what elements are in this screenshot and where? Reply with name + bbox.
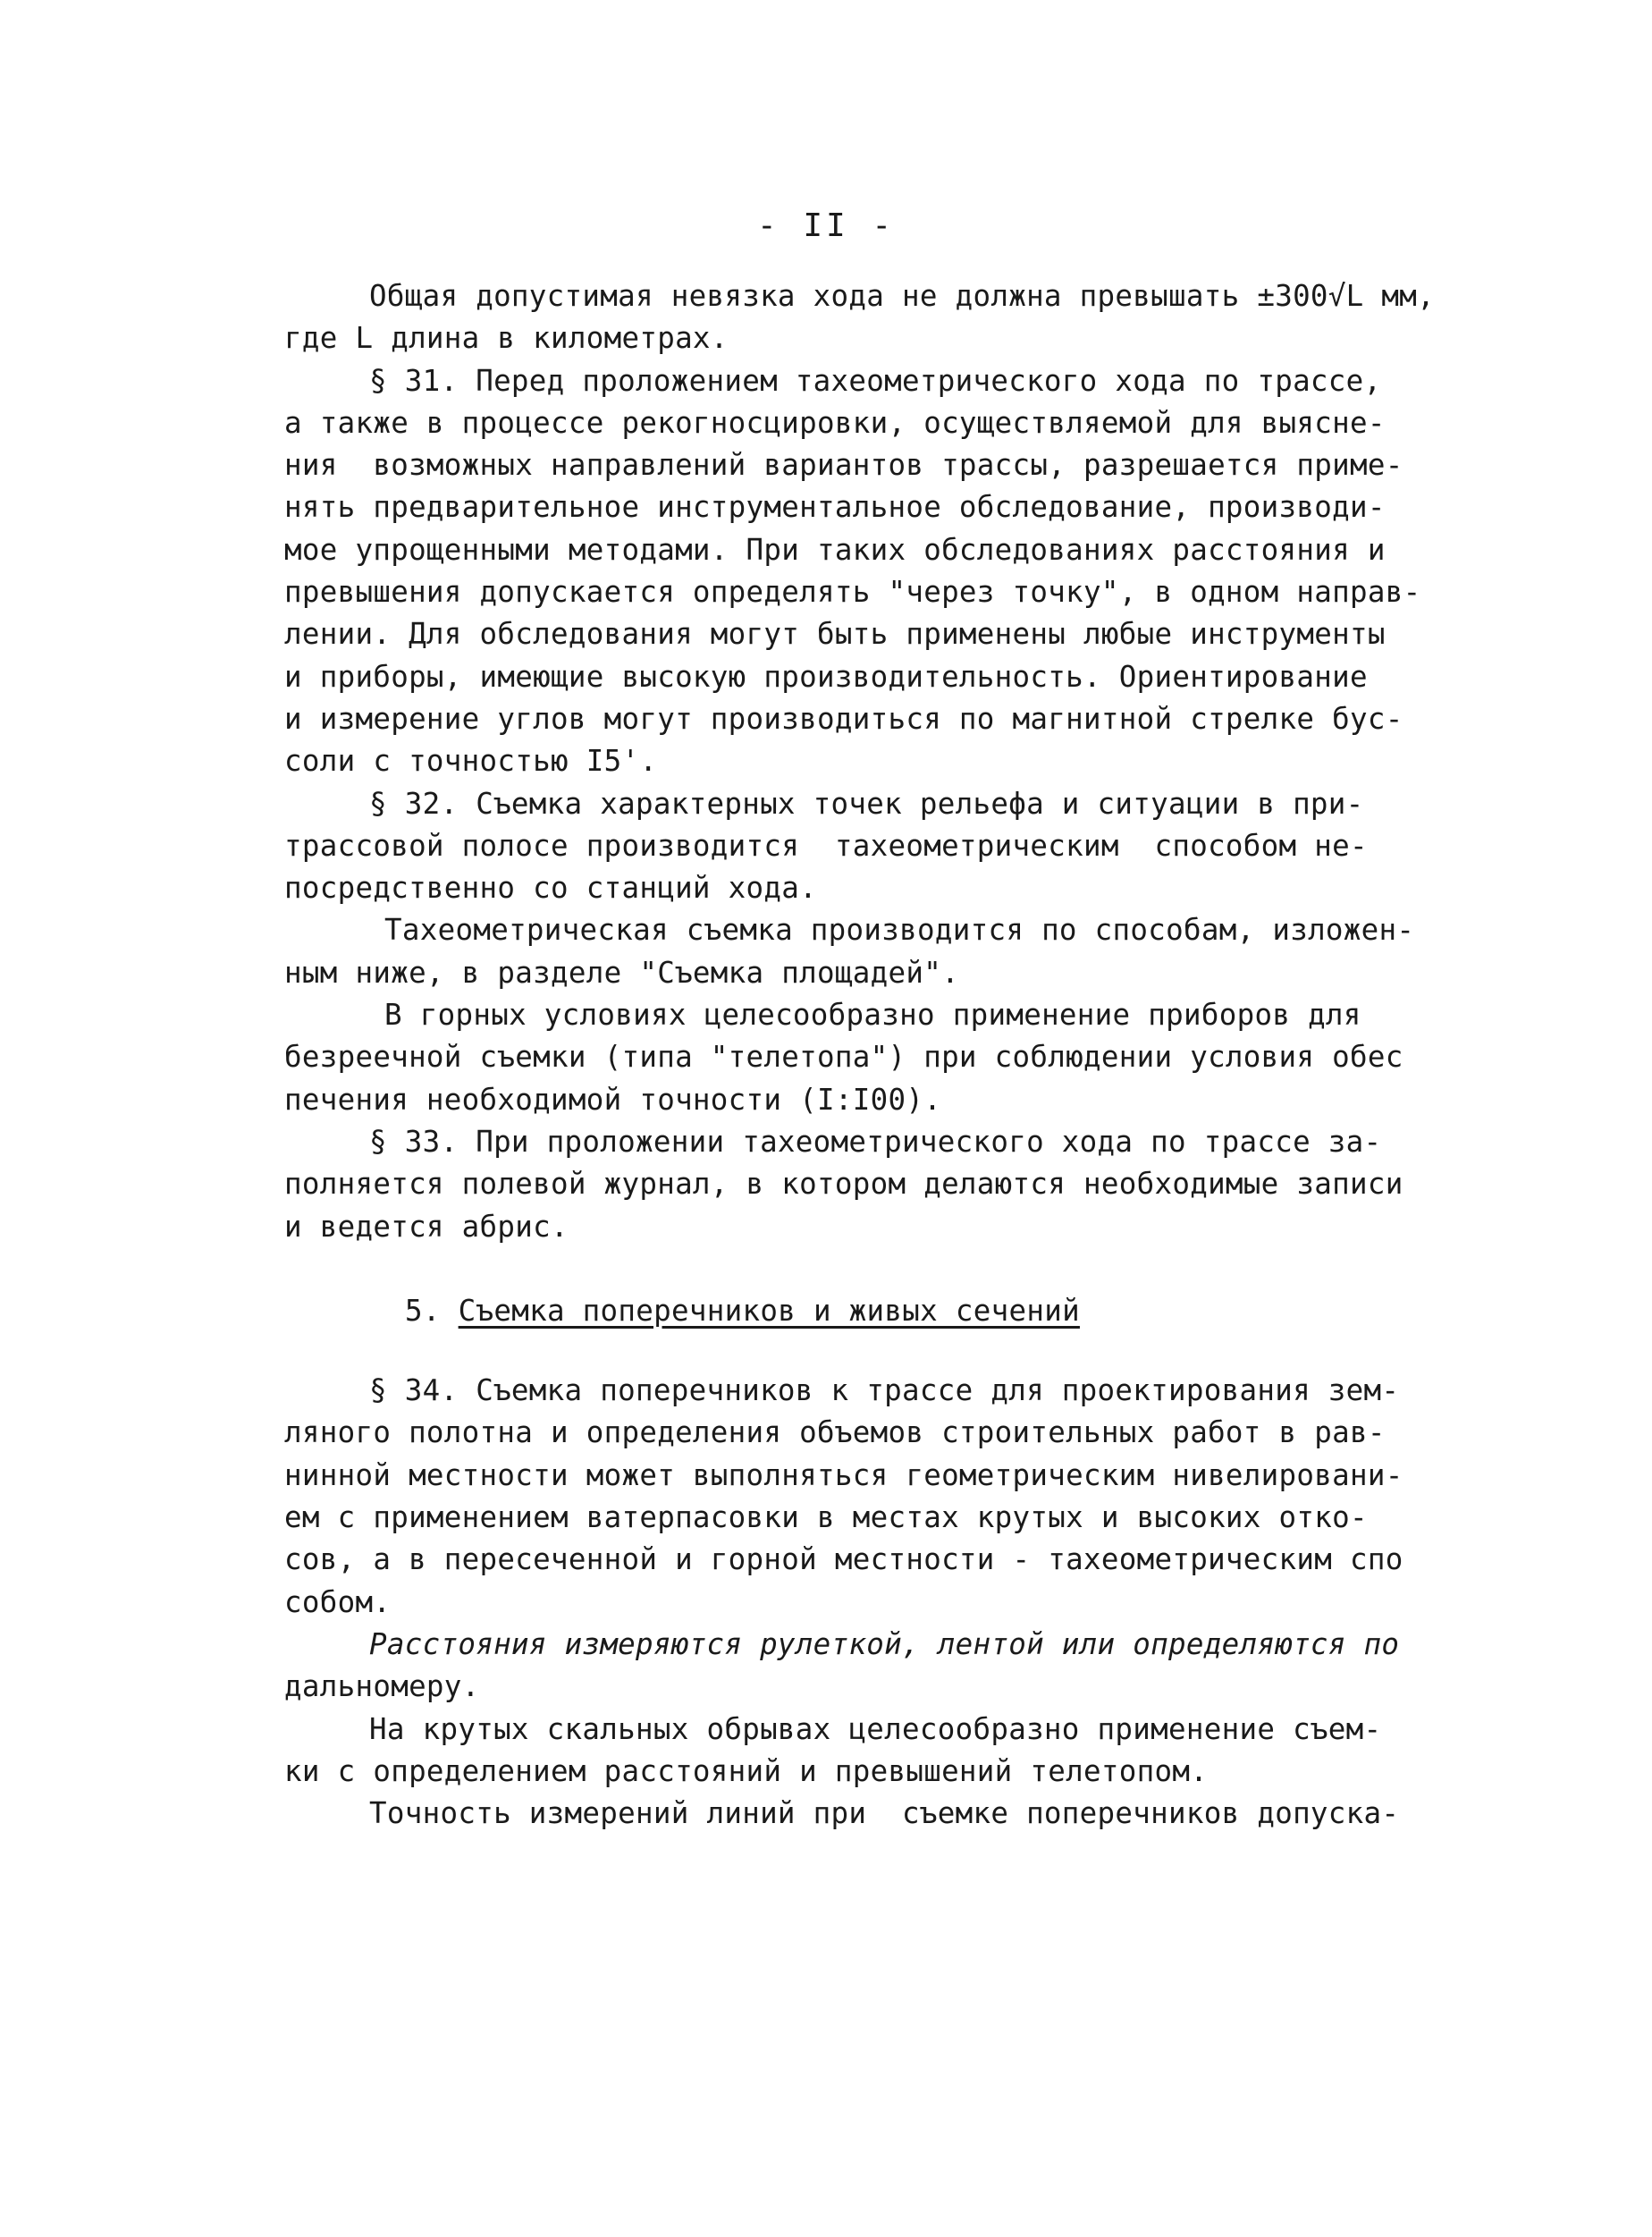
text-line: ным ниже, в разделе "Съемка площадей". <box>284 955 959 990</box>
text-line: посредственно со станций хода. <box>284 871 817 906</box>
text-line: нинной местности может выполняться геометрическим нивелировани- <box>284 1457 1403 1492</box>
text-line: мое упрощенными методами. При таких обследованиях расстояния и <box>284 532 1386 567</box>
text-line: и измерение углов могут производиться по магнитной стрелке бус- <box>284 701 1403 736</box>
page-number: - II - <box>756 207 896 244</box>
text-line: безреечной съемки (типа "телетопа") при соблюдении условия обес <box>284 1040 1403 1075</box>
text-line: лении. Для обследования могут быть применены любые инструменты <box>284 617 1386 652</box>
text-line: печения необходимой точности (I:I00). <box>284 1082 942 1117</box>
paragraph-31-start: § 31. Перед проложением тахеометрического хода по трассе, <box>369 363 1382 398</box>
text-line: Общая допустимая невязка хода не должна превышать ±300√L мм, <box>369 279 1435 313</box>
paragraph-34-start: § 34. Съемка поперечников к трассе для проектирования зем- <box>369 1373 1400 1408</box>
section-heading-number: 5. <box>405 1293 459 1328</box>
text-line: Точность измерений линий при съемке поперечников допуска- <box>369 1796 1400 1831</box>
text-line: В горных условиях целесообразно применение приборов для <box>384 998 1361 1033</box>
text-line: где L длина в километрах. <box>284 321 729 356</box>
text-line: ляного полотна и определения объемов строительных работ в рав- <box>284 1415 1386 1450</box>
text-line: сов, а в пересеченной и горной местности - тахеометрическим спо <box>284 1542 1403 1577</box>
text-line: ки с определением расстояний и превышений телетопом. <box>284 1753 1209 1788</box>
text-line: собом. <box>284 1584 392 1619</box>
text-line: превышения допускается определять "через точку", в одном направ- <box>284 575 1421 610</box>
text-line: полняется полевой журнал, в котором делаются необходимые записи <box>284 1167 1403 1202</box>
paragraph-33-start: § 33. При проложении тахеометрического хода по трассе за- <box>369 1124 1382 1159</box>
text-line: а также в процессе рекогносцировки, осуществляемой для выясне- <box>284 405 1386 440</box>
spacer <box>284 1332 1424 1370</box>
text-line: ем с применением ватерпасовки в местах крутых и высоких отко- <box>284 1500 1368 1535</box>
section-heading-title: Съемка поперечников и живых сечений <box>458 1293 1080 1328</box>
text-line: Расстояния измеряются рулеткой, лентой или определяются по <box>369 1626 1400 1661</box>
document-body <box>284 275 1435 1835</box>
text-line: трассовой полосе производится тахеометрическим способом не- <box>284 828 1368 863</box>
paragraph-32-start: § 32. Съемка характерных точек рельефа и ситуации в при- <box>369 786 1364 821</box>
text-line: ния возможных направлений вариантов трассы, разрешается приме- <box>284 448 1403 483</box>
text-line: На крутых скальных обрывах целесообразно применение съем- <box>369 1711 1382 1746</box>
text-line: Тахеометрическая съемка производится по способам, изложен- <box>384 913 1415 948</box>
text-line: и ведется абрис. <box>284 1209 569 1244</box>
spacer <box>284 1248 1424 1290</box>
text-line: и приборы, имеющие высокую производительность. Ориентирование <box>284 659 1368 694</box>
text-line: соли с точностью I5'. <box>284 744 658 779</box>
text-line: дальномеру. <box>284 1669 480 1704</box>
section-heading <box>284 1290 1424 1332</box>
text-line: нять предварительное инструментальное обследование, производи- <box>284 490 1386 525</box>
